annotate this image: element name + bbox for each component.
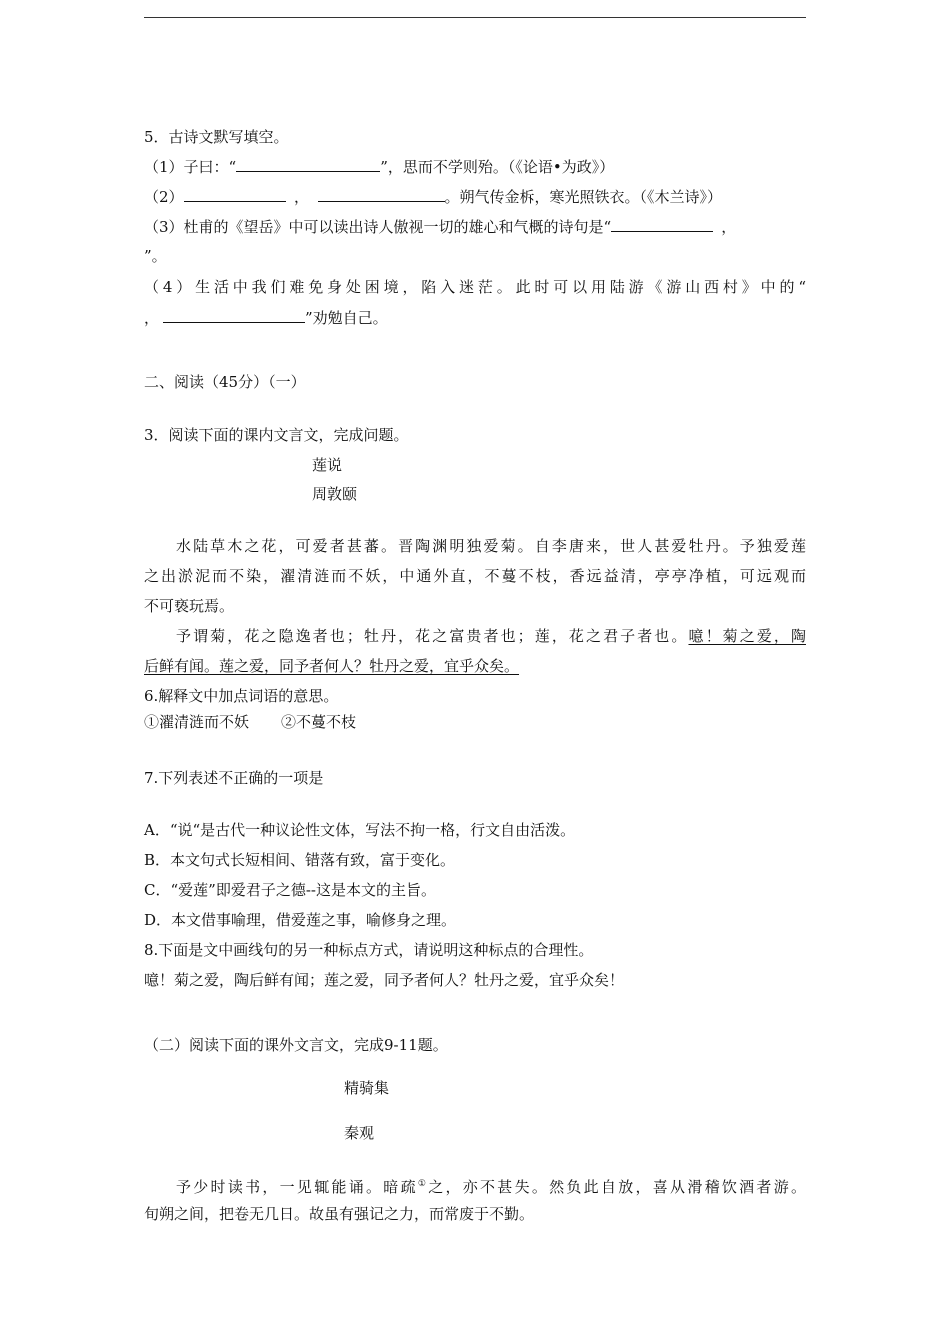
- passage-2-author: 秦观: [344, 1124, 375, 1142]
- q5-item-4-line2: ， ”劝勉自己。: [144, 309, 388, 327]
- passage-1-p1-line3: 不可亵玩焉。: [144, 597, 235, 615]
- q5-item-3-cont: ”。: [144, 247, 167, 265]
- section-2-title: 二、阅读（45分）（一）: [144, 373, 306, 391]
- footnote-marker: ①: [417, 1179, 429, 1189]
- q5-item-1: （1）子曰：“ ”，思而不学则殆。（《论语•为政》）: [144, 158, 615, 176]
- answer-blank[interactable]: [184, 187, 286, 202]
- passage-2-title: 精骑集: [344, 1079, 390, 1097]
- part-2-title: （二）阅读下面的课外文言文，完成9-11题。: [144, 1036, 448, 1054]
- q7-option-a[interactable]: A．“说“是古代一种议论性文体，写法不拘一格，行文自由活泼。: [144, 821, 576, 839]
- q8-title: 8.下面是文中画线句的另一种标点方式，请说明这种标点的合理性。: [144, 941, 594, 959]
- answer-blank[interactable]: [611, 217, 713, 232]
- q8-text: 噫！菊之爱，陶后鲜有闻；莲之爱，同予者何人？牡丹之爱，宜乎众矣！: [144, 971, 625, 989]
- q5-title: 5．古诗文默写填空。: [144, 128, 289, 146]
- header-rule: [144, 17, 806, 18]
- q7-option-c[interactable]: C．“爱莲”即爱君子之德--这是本文的主旨。: [144, 881, 436, 899]
- passage-1-author: 周敦颐: [312, 485, 358, 503]
- underlined-sentence: 后鲜有闻。莲之爱，同予者何人？牡丹之爱，宜乎众矣。: [144, 657, 520, 675]
- q6-title: 6.解释文中加点词语的意思。: [144, 687, 339, 705]
- q6-items: ①濯清涟而不妖 ②不蔓不枝: [144, 713, 357, 731]
- passage-1-p2-line1: 予谓菊，花之隐逸者也；牡丹，花之富贵者也；莲，花之君子者也。噫！菊之爱，陶: [176, 627, 806, 645]
- q7-title: 7.下列表述不正确的一项是: [144, 769, 324, 787]
- passage-2-p1-line1: 予少时读书，一见辄能诵。暗疏①之，亦不甚失。然负此自放，喜从滑稽饮酒者游。: [176, 1178, 806, 1196]
- q5-item-3: （3）杜甫的《望岳》中可以读出诗人傲视一切的雄心和气概的诗句是“ ，: [144, 218, 737, 236]
- q7-option-d[interactable]: D．本文借事喻理，借爱莲之事，喻修身之理。: [144, 911, 457, 929]
- passage-1-p2-line2: [144, 656, 519, 676]
- answer-blank[interactable]: [236, 157, 380, 172]
- q3-title: 3．阅读下面的课内文言文，完成问题。: [144, 426, 409, 444]
- passage-1-p1-line1: 水陆草木之花，可爱者甚蕃。晋陶渊明独爱菊。自李唐来，世人甚爱牡丹。予独爱莲: [176, 537, 806, 555]
- underlined-sentence: 噫！菊之爱，陶: [688, 627, 806, 645]
- passage-1-title: 莲说: [312, 456, 343, 474]
- q7-option-b[interactable]: B．本文句式长短相间、错落有致，富于变化。: [144, 851, 456, 869]
- q5-item-4-line1: （4）生活中我们难免身处困境，陷入迷茫。此时可以用陆游《游山西村》中的“: [144, 278, 806, 296]
- answer-blank[interactable]: [163, 308, 305, 323]
- answer-blank[interactable]: [318, 187, 445, 202]
- passage-1-p1-line2: 之出淤泥而不染，濯清涟而不妖，中通外直，不蔓不枝，香远益清，亭亭净植，可远观而: [144, 567, 806, 585]
- q5-item-2: （2） ， 。朔气传金柝，寒光照铁衣。（《木兰诗》）: [144, 188, 723, 206]
- passage-2-p1-line2: 旬朔之间，把卷无几日。故虽有强记之力，而常废于不勤。: [144, 1205, 535, 1223]
